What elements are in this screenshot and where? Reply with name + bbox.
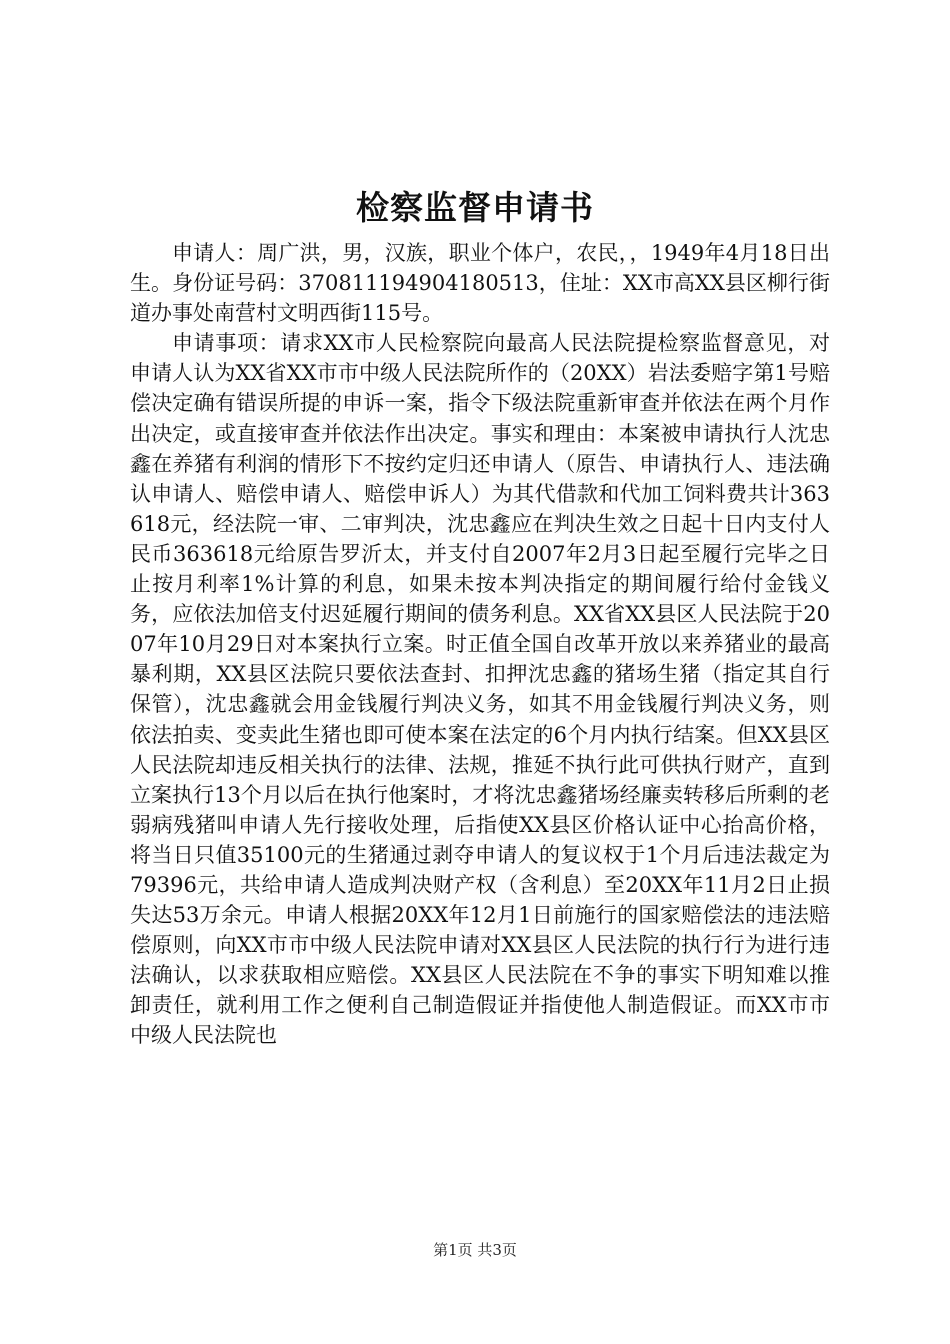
document-title: 检察监督申请书: [356, 188, 594, 227]
document-body: [130, 238, 830, 1051]
paragraph-applicant: 申请人：周广洪，男，汉族，职业个体户，农民，，1949年4月18日出生。身份证号码：370811194904180513，住址：XX市高XX县区柳行街道办事处南营村文明西街115号。: [130, 241, 830, 326]
page-footer: 第1页 共3页: [433, 1241, 517, 1259]
paragraph-request-and-facts: 申请事项：请求XX市人民检察院向最高人民法院提检察监督意见，对申请人认为XX省XX市市中级人民法院所作的（20XX）岩法委赔字第1号赔偿决定确有错误所提的申诉一案，指令下级法院重新审查并依法在两个月作出决定，或直接审查并依法作出决定。事实和理由：本案被申请执行人沈忠鑫在养猪有利润的情形下不按约定归还申请人（原告、申请执行人、违法确认申请人、赔偿申请人、赔偿申诉人）为其代借款和代加工饲料费共计363618元，经法院一审、二审判决，沈忠鑫应在判决生效之日起十日内支付人民币363618元给原告罗沂太，并支付自2007年2月3日起至履行完毕之日止按月利率1%计算的利息，如果未按本判决指定的期间履行给付金钱义务，应依法加倍支付迟延履行期间的债务利息。XX省XX县区人民法院于2007年10月29日对本案执行立案。时正值全国自改革开放以来养猪业的最高暴利期，XX县区法院只要依法查封、扣押沈忠鑫的猪场生猪（指定其自行保管），沈忠鑫就会用金钱履行判决义务，如其不用金钱履行判决义务，则依法拍卖、变卖此生猪也即可使本案在法定的6个月内执行结案。但XX县区人民法院却违反相关执行的法律、法规，推延不执行此可供执行财产，直到立案执行13个月以后在执行他案时，才将沈忠鑫猪场经廉卖转移后所剩的老弱病残猪叫申请人先行接收处理，后指使XX县区价格认证中心抬高价格，将当日只值35100元的生猪通过剥夺申请人的复议权于1个月后违法裁定为79396元，共给申请人造成判决财产权（含利息）至20XX年11月2日止损失达53万余元。申请人根据20XX年12月1日前施行的国家赔偿法的违法赔偿原则，向XX市市中级人民法院申请对XX县区人民法院的执行行为进行违法确认，以求获取相应赔偿。XX县区人民法院在不争的事实下明知难以推卸责任，就利用工作之便利自己制造假证并指使他人制造假证。而XX市市中级人民法院也: [130, 331, 830, 1048]
